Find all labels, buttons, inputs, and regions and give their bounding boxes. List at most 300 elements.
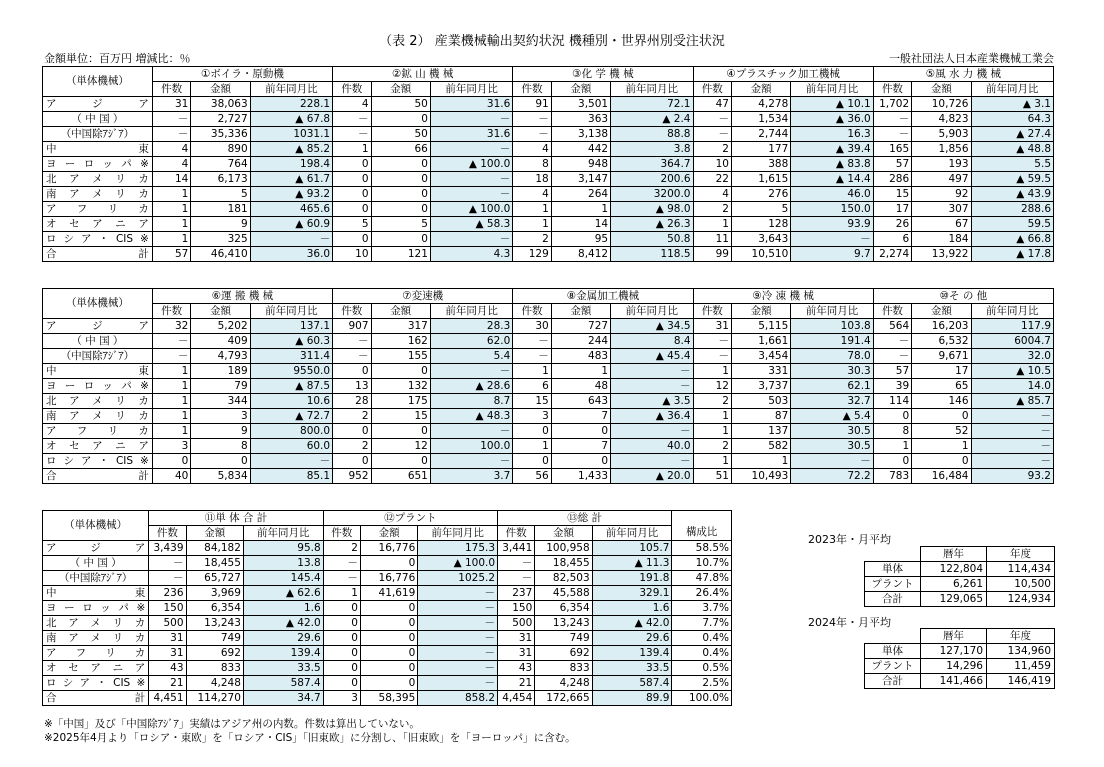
table-cell: 10,493 (731, 469, 790, 484)
table-cell: 175 (371, 394, 430, 409)
avg-row-label: プラント (865, 577, 921, 592)
table-cell: 56 (513, 469, 551, 484)
table-cell: ▲ 85.7 (971, 394, 1054, 409)
table-cell: － (149, 571, 186, 586)
table-cell: 150 (149, 601, 186, 616)
table-cell: 3,643 (731, 232, 790, 247)
table-cell: ▲ 45.4 (611, 349, 693, 364)
table-cell: 29.6 (592, 631, 672, 646)
table-cell: 5 (191, 187, 250, 202)
table-cell: 4,278 (731, 97, 790, 112)
table-cell: 16,776 (360, 571, 417, 586)
table-cell: 40.0 (611, 439, 693, 454)
table-cell: 33.5 (592, 661, 672, 676)
table-cell: － (513, 112, 551, 127)
table-cell: ▲ 100.0 (430, 202, 512, 217)
table-cell: 13 (333, 379, 371, 394)
table-cell: ▲ 5.4 (791, 409, 873, 424)
table-cell: 3,737 (731, 379, 790, 394)
table-cell: 15 (513, 394, 551, 409)
table-cell: － (418, 616, 498, 631)
col-amount-header: 金額 (371, 304, 430, 319)
table-cell: － (693, 334, 731, 349)
table-cell: － (513, 349, 551, 364)
table-cell: 5,202 (191, 319, 250, 334)
region-label: ア ジ ア (43, 541, 149, 556)
avg-value: 10,500 (987, 577, 1055, 592)
col-amount-header: 金額 (360, 526, 417, 541)
table-row (43, 469, 1054, 484)
table-cell: 800.0 (250, 424, 332, 439)
table-cell: 1 (152, 217, 190, 232)
table-row (43, 631, 732, 646)
table-cell: 0 (323, 616, 360, 631)
table-cell: 2,274 (873, 247, 911, 262)
table-cell: 91 (513, 97, 551, 112)
table-cell: 9,671 (912, 349, 971, 364)
table-cell: 0 (371, 172, 430, 187)
table-cell: 3,138 (551, 127, 610, 142)
table-cell: 264 (551, 187, 610, 202)
table-cell: ▲ 42.0 (243, 616, 323, 631)
table-cell: 3 (513, 409, 551, 424)
table-cell: 41,619 (360, 586, 417, 601)
region-label: 合 計 (43, 691, 149, 706)
table-cell: 582 (731, 439, 790, 454)
table-cell: 307 (912, 202, 971, 217)
table-cell: 79 (191, 379, 250, 394)
table-row (43, 247, 1054, 262)
table-cell: － (152, 334, 190, 349)
table-cell: 17 (912, 364, 971, 379)
table-cell: 0 (333, 202, 371, 217)
table-cell: 145.4 (243, 571, 323, 586)
avg-row-label: 単体 (865, 644, 921, 659)
table-cell: 2.5% (672, 676, 732, 691)
table-cell: 4 (693, 187, 731, 202)
table-cell: 3,441 (498, 541, 535, 556)
table-cell: 1 (152, 424, 190, 439)
table-cell: 643 (551, 394, 610, 409)
table-cell: 57 (152, 247, 190, 262)
table-cell: 3.7 (430, 469, 512, 484)
table-cell: 43 (498, 661, 535, 676)
table-cell: 3,969 (186, 586, 243, 601)
col-count-header: 件数 (873, 82, 911, 97)
col-count-header: 件数 (333, 82, 371, 97)
col-count-header: 件数 (333, 304, 371, 319)
table-cell: 4 (333, 97, 371, 112)
region-label: 南 ア メ リ カ (43, 187, 153, 202)
avg-value: 141,466 (921, 674, 987, 689)
table-cell: 189 (191, 364, 250, 379)
table-cell: 32 (152, 319, 190, 334)
avg-row-label: プラント (865, 659, 921, 674)
table-cell: 1 (912, 439, 971, 454)
table-cell: 137.1 (250, 319, 332, 334)
table-cell: － (323, 556, 360, 571)
table-cell: 0 (513, 454, 551, 469)
table-cell: 483 (551, 349, 610, 364)
col-amount-header: 金額 (731, 82, 790, 97)
table-cell: － (430, 112, 512, 127)
table-cell: 193 (912, 157, 971, 172)
table-cell: 5 (371, 217, 430, 232)
table-cell: － (611, 424, 693, 439)
region-label: 合 計 (43, 247, 153, 262)
table-cell: 10,510 (731, 247, 790, 262)
table-cell: 129 (513, 247, 551, 262)
table-cell: － (152, 127, 190, 142)
table-cell: 33.5 (243, 661, 323, 676)
avg-value: 134,960 (987, 644, 1055, 659)
col-count-header: 件数 (873, 304, 911, 319)
table-cell: 198.4 (250, 157, 332, 172)
table-cell: 0 (333, 157, 371, 172)
table-cell: － (430, 187, 512, 202)
table-cell: 4 (513, 142, 551, 157)
row-label-header: （単体機械） (43, 67, 153, 97)
table-cell: 87 (731, 409, 790, 424)
table-row (43, 97, 1054, 112)
table-cell: 1 (333, 142, 371, 157)
table-cell: 16,776 (360, 541, 417, 556)
table-cell: 31 (498, 631, 535, 646)
table-cell: 1031.1 (250, 127, 332, 142)
table-cell: 50.8 (611, 232, 693, 247)
table-cell: ▲ 85.2 (250, 142, 332, 157)
region-label: （中国除ｱｼﾞｱ） (43, 571, 149, 586)
table-cell: 388 (731, 157, 790, 172)
table-cell: 18 (513, 172, 551, 187)
header-row-columns (43, 82, 1054, 97)
table-cell: ▲ 34.5 (611, 319, 693, 334)
table-cell: ▲ 3.5 (611, 394, 693, 409)
table-cell: 0 (360, 631, 417, 646)
table-cell: 329.1 (592, 586, 672, 601)
table-cell: 0 (360, 556, 417, 571)
table-cell: 1 (693, 409, 731, 424)
avg-row-label: 合計 (865, 674, 921, 689)
table-cell: 364.7 (611, 157, 693, 172)
table-cell: 150.0 (791, 202, 873, 217)
region-label: 北 ア メ リ カ (43, 616, 149, 631)
table-cell: 95.8 (243, 541, 323, 556)
header-row-columns (43, 304, 1054, 319)
col-yoy-header: 前年同月比 (791, 82, 873, 97)
table-cell: － (430, 232, 512, 247)
table-cell: 99 (693, 247, 731, 262)
table-cell: 3,439 (149, 541, 186, 556)
table-cell: 121 (371, 247, 430, 262)
table-cell: 92 (912, 187, 971, 202)
table-cell: 0 (152, 454, 190, 469)
table-cell: － (333, 349, 371, 364)
table-cell: 4,248 (186, 676, 243, 691)
table-cell: 22 (693, 172, 731, 187)
table-cell: 10,726 (912, 97, 971, 112)
table-cell: － (971, 439, 1054, 454)
table-cell: 6,532 (912, 334, 971, 349)
table-cell: 10.6 (250, 394, 332, 409)
table-cell: 2 (693, 394, 731, 409)
table-row (43, 646, 732, 661)
table-cell: 32.7 (791, 394, 873, 409)
col-amount-header: 金額 (371, 82, 430, 97)
table-row (43, 556, 732, 571)
table-cell: 82,503 (535, 571, 592, 586)
table-cell: 47 (693, 97, 731, 112)
table-cell: 18,455 (186, 556, 243, 571)
table-cell: － (430, 424, 512, 439)
table-cell: 948 (551, 157, 610, 172)
table-cell: 100.0% (672, 691, 732, 706)
avg-row-label: 合計 (865, 592, 921, 607)
table-cell: 50 (371, 97, 430, 112)
table-cell: 43 (149, 661, 186, 676)
table-cell: 4,793 (191, 349, 250, 364)
table-row (43, 142, 1054, 157)
table-row (43, 349, 1054, 364)
avg-col-calendar: 暦年 (921, 629, 987, 644)
table-cell: 0.5% (672, 661, 732, 676)
table-cell: 40 (152, 469, 190, 484)
table-cell: 21 (149, 676, 186, 691)
col-yoy-header: 前年同月比 (791, 304, 873, 319)
table-cell: － (611, 454, 693, 469)
table-cell: － (152, 349, 190, 364)
table-cell: 5,903 (912, 127, 971, 142)
region-label: 北 ア メ リ カ (43, 172, 153, 187)
table-cell: － (513, 334, 551, 349)
table-cell: 181 (191, 202, 250, 217)
table-cell: － (873, 334, 911, 349)
table-cell: ▲ 2.4 (611, 112, 693, 127)
table-cell: 5 (731, 202, 790, 217)
table-cell: 0 (333, 424, 371, 439)
machine-table-2 (42, 288, 1054, 484)
organization-label: 一般社団法人日本産業機械工業会 (889, 52, 1054, 65)
table-cell: 0 (333, 454, 371, 469)
table-cell: ▲ 48.3 (430, 409, 512, 424)
table-cell: 783 (873, 469, 911, 484)
table-cell: 0 (323, 646, 360, 661)
avg-2024-table (864, 628, 1055, 689)
table-cell: 85.1 (250, 469, 332, 484)
table-cell: 45,588 (535, 586, 592, 601)
table-cell: － (498, 556, 535, 571)
table-cell: 65 (912, 379, 971, 394)
region-label: 南 ア メ リ カ (43, 631, 149, 646)
col-count-header: 件数 (693, 304, 731, 319)
region-label: ヨーロッパ※ (43, 379, 153, 394)
table-cell: 137 (731, 424, 790, 439)
region-label: ロシア・CIS※ (43, 676, 149, 691)
table-cell: 12 (693, 379, 731, 394)
table-cell: 0 (360, 676, 417, 691)
table-cell: 62.0 (430, 334, 512, 349)
table-cell: 3200.0 (611, 187, 693, 202)
region-label: ア フ リ カ (43, 646, 149, 661)
table-cell: 1 (513, 364, 551, 379)
table-row (43, 112, 1054, 127)
table-cell: 72.1 (611, 97, 693, 112)
table-cell: 6,173 (191, 172, 250, 187)
table-cell: 0 (371, 364, 430, 379)
table-cell: 0 (873, 409, 911, 424)
table-cell: 1 (551, 202, 610, 217)
table-cell: － (152, 112, 190, 127)
table-cell: － (693, 112, 731, 127)
group-header: ⑦変速機 (333, 289, 513, 304)
table-cell: 35,336 (191, 127, 250, 142)
table-cell: 3,501 (551, 97, 610, 112)
table-cell: 13.8 (243, 556, 323, 571)
table-cell: 14 (551, 217, 610, 232)
region-label: ロシア・CIS※ (43, 232, 153, 247)
table-cell: 500 (498, 616, 535, 631)
table-cell: 1 (693, 424, 731, 439)
table-cell: 1 (152, 202, 190, 217)
table-cell: 30 (513, 319, 551, 334)
table-cell: 150 (498, 601, 535, 616)
table-cell: 0 (360, 646, 417, 661)
table-cell: ▲ 27.4 (971, 127, 1054, 142)
table-cell: ▲ 36.0 (791, 112, 873, 127)
table-cell: 4,823 (912, 112, 971, 127)
table-cell: 93.2 (971, 469, 1054, 484)
table-cell: 0 (513, 424, 551, 439)
table-cell: ▲ 100.0 (430, 157, 512, 172)
table-cell: 3.8 (611, 142, 693, 157)
region-label: ヨーロッパ※ (43, 601, 149, 616)
table-cell: 26.4% (672, 586, 732, 601)
table-cell: 1,615 (731, 172, 790, 187)
table-cell: 4 (513, 187, 551, 202)
table-cell: 0 (912, 454, 971, 469)
table-cell: － (430, 364, 512, 379)
table-cell: 84,182 (186, 541, 243, 556)
col-yoy-header: 前年同月比 (250, 304, 332, 319)
table-cell: 0 (912, 409, 971, 424)
table-cell: 1 (513, 439, 551, 454)
group-header: ⑨冷 凍 機 械 (693, 289, 873, 304)
footnote-2: ※2025年4月より「ロシア・東欧」を「ロシア・CIS」「旧東欧」に分割し、「旧東欧」を「ヨーロッパ」に含む。 (44, 732, 576, 744)
table-cell: 749 (535, 631, 592, 646)
table-cell: 10.7% (672, 556, 732, 571)
table-cell: 1,661 (731, 334, 790, 349)
table-cell: 0 (371, 202, 430, 217)
table-cell: 21 (498, 676, 535, 691)
table-cell: － (418, 646, 498, 661)
table-cell: 0 (323, 601, 360, 616)
table-cell: 0 (551, 424, 610, 439)
table-cell: 8 (513, 157, 551, 172)
table-cell: 3,454 (731, 349, 790, 364)
table-cell: 6 (873, 232, 911, 247)
table-row (43, 364, 1054, 379)
table-cell: － (418, 676, 498, 691)
col-amount-header: 金額 (912, 304, 971, 319)
table-cell: 311.4 (250, 349, 332, 364)
table-cell: 59.5 (971, 217, 1054, 232)
avg-col-calendar: 暦年 (921, 547, 987, 562)
table-cell: 503 (731, 394, 790, 409)
table-cell: 1,433 (551, 469, 610, 484)
table-cell: 9 (191, 217, 250, 232)
table-cell: 93.9 (791, 217, 873, 232)
table-cell: 57 (873, 364, 911, 379)
table-cell: 325 (191, 232, 250, 247)
region-label: （ 中 国 ） (43, 334, 153, 349)
table-cell: 0 (360, 616, 417, 631)
avg-row (865, 592, 1055, 607)
table-cell: ▲ 66.8 (971, 232, 1054, 247)
table-row (43, 217, 1054, 232)
region-label: ア フ リ カ (43, 424, 153, 439)
table-cell: 1 (152, 394, 190, 409)
table-cell: 118.5 (611, 247, 693, 262)
table-cell: 89.9 (592, 691, 672, 706)
avg-corner (865, 629, 921, 644)
region-label: オ セ ア ニ ア (43, 217, 153, 232)
table-cell: 8 (191, 439, 250, 454)
table-cell: 1 (323, 586, 360, 601)
table-cell: 5,115 (731, 319, 790, 334)
header-row-groups (43, 511, 732, 526)
table-cell: 2 (693, 439, 731, 454)
table-cell: － (250, 454, 332, 469)
col-yoy-header: 前年同月比 (418, 526, 498, 541)
table-cell: 0.4% (672, 631, 732, 646)
table-cell: 30.3 (791, 364, 873, 379)
table-cell: 4,451 (149, 691, 186, 706)
region-label: ロシア・CIS※ (43, 454, 153, 469)
table-cell: 114,270 (186, 691, 243, 706)
col-yoy-header: 前年同月比 (611, 304, 693, 319)
table-cell: － (498, 571, 535, 586)
table-cell: 500 (149, 616, 186, 631)
table-cell: ▲ 83.8 (791, 157, 873, 172)
table-cell: 117.9 (971, 319, 1054, 334)
table-cell: 4,454 (498, 691, 535, 706)
group-header: ④プラスチック加工機械 (693, 67, 873, 82)
table-cell: 0 (323, 661, 360, 676)
table-cell: 1 (513, 217, 551, 232)
table-row (43, 424, 1054, 439)
table-cell: 764 (191, 157, 250, 172)
table-cell: 14 (152, 172, 190, 187)
table-cell: ▲ 59.5 (971, 172, 1054, 187)
table-cell: 1 (152, 187, 190, 202)
table-cell: － (873, 127, 911, 142)
footnote-1: ※「中国」及び「中国除ｱｼﾞｱ」実績はアジア州の内数。件数は算出していない。 (44, 718, 420, 730)
avg-2023-title: 2023年・月平均 (808, 533, 891, 546)
table-cell: 16.3 (791, 127, 873, 142)
table-cell: 7 (551, 409, 610, 424)
table-cell: 100.0 (430, 439, 512, 454)
table-cell: 48 (551, 379, 610, 394)
table-cell: ▲ 14.4 (791, 172, 873, 187)
table-cell: 890 (191, 142, 250, 157)
table-cell: ▲ 61.7 (250, 172, 332, 187)
table-cell: 0 (371, 112, 430, 127)
table-cell: 0 (323, 676, 360, 691)
region-label: （ 中 国 ） (43, 556, 149, 571)
avg-col-fiscal: 年度 (987, 547, 1055, 562)
table-row (43, 187, 1054, 202)
table-cell: 6004.7 (971, 334, 1054, 349)
